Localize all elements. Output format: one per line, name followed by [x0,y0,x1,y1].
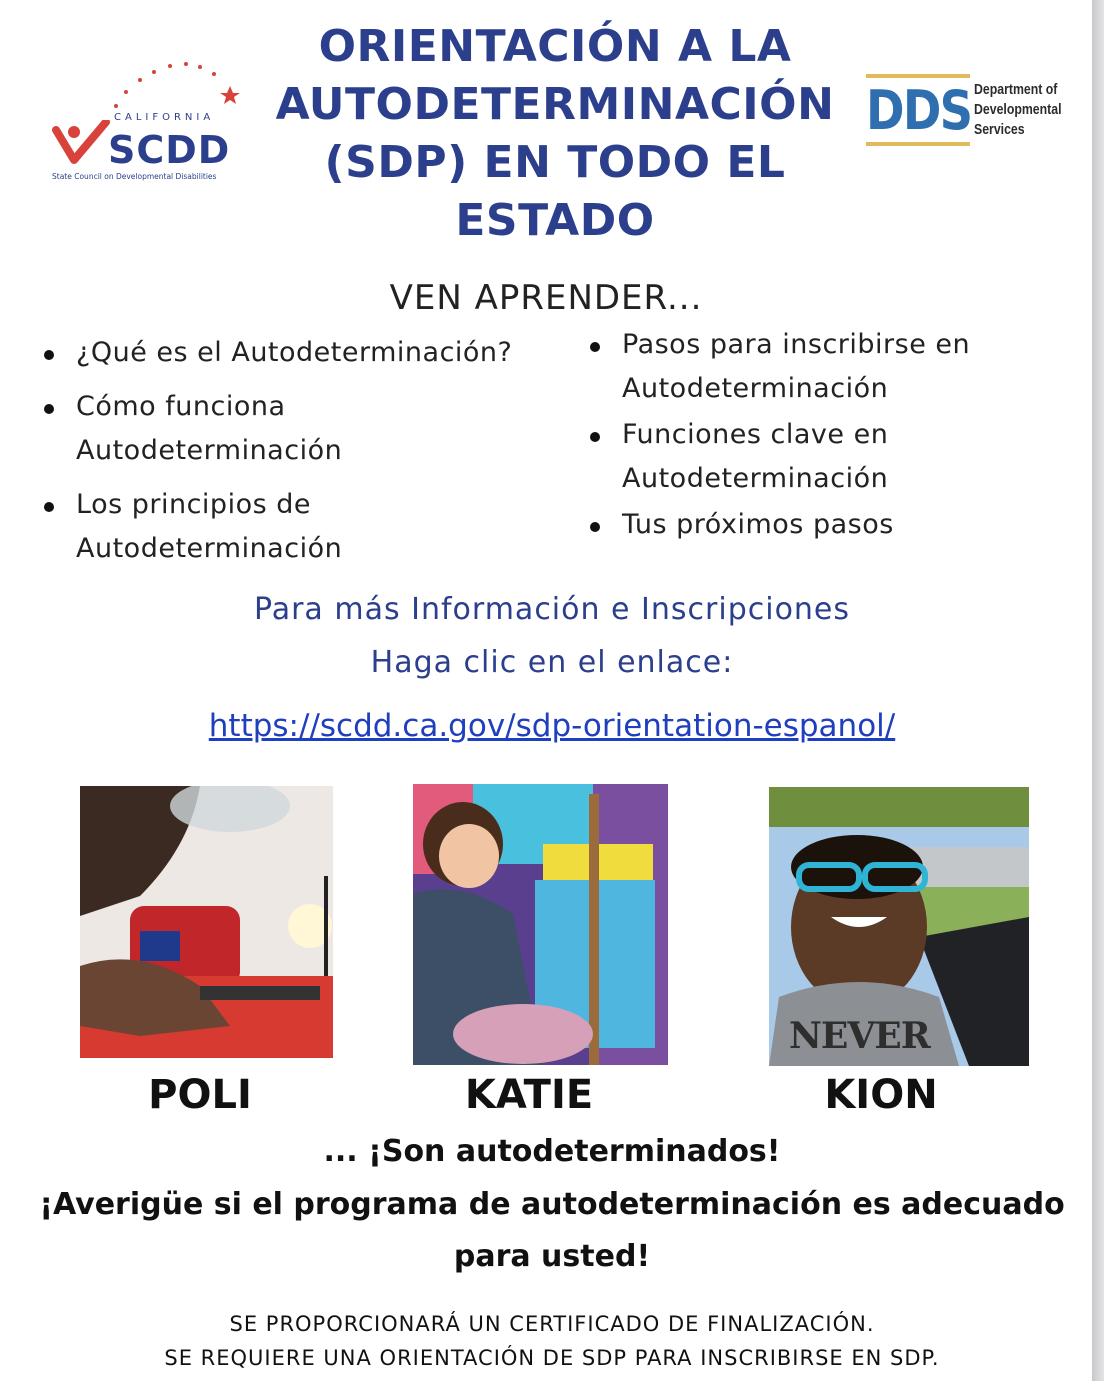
dds-line: Developmental [974,101,1062,118]
scdd-acronym: SCDD [108,128,231,172]
tagline-line-1: ... ¡Son autodeterminados! [323,1134,781,1169]
title-line: (SDP) EN TODO EL [324,137,786,188]
page-edge [1092,0,1104,1381]
dds-line: Department of [974,81,1058,98]
list-item [590,413,1060,501]
learn-list-right [590,323,1060,557]
list-item [44,385,584,473]
info-line-1: Para más Información e Inscripciones [253,592,851,627]
learn-list-left [44,331,584,581]
list-item [44,331,584,375]
dds-top-bar [866,74,970,78]
person-check-icon [52,120,112,180]
list-item-text: Autodeterminación [622,373,889,404]
dds-line: Services [974,121,1025,138]
learn-heading: VEN APRENDER... [389,278,703,318]
list-item-text: Los principios de [76,489,311,520]
person-name-kion: KION [824,1072,938,1118]
registration-link[interactable]: https://scdd.ca.gov/sdp-orientation-espanol/ [208,708,896,744]
photo-katie [413,784,668,1065]
page-title [270,18,840,250]
shirt-text: NEVER [789,1015,930,1057]
list-item [590,323,1060,411]
person-name-poli: POLI [148,1072,252,1118]
list-item-text: Autodeterminación [76,435,343,466]
dds-full-name [974,80,1064,140]
list-item-text: Pasos para inscribirse en [622,329,971,360]
scdd-logo [48,58,248,188]
tagline-line-2: ¡Averigüe si el programa de autodeterminación es adecuado [39,1187,1065,1222]
dds-acronym: DDS [866,79,972,142]
tagline-line-3: para usted! [453,1239,651,1274]
list-item-text: Autodeterminación [76,533,343,564]
dds-logo [864,74,1084,150]
list-item-text: ¿Qué es el Autodeterminación? [76,337,513,368]
dds-bottom-bar [866,142,970,146]
title-line: AUTODETERMINACIÓN [275,79,835,130]
list-item [590,503,1060,547]
list-item [44,483,584,571]
photo-kion [769,787,1029,1066]
list-item-text: Cómo funciona [76,391,286,422]
info-line-2: Haga clic en el enlace: [370,645,734,680]
photo-poli [80,786,333,1058]
title-line: ORIENTACIÓN A LA [318,21,792,72]
title-line: ESTADO [455,195,655,246]
list-item-text: Funciones clave en [622,419,889,450]
footer-line-2: SE REQUIERE UNA ORIENTACIÓN DE SDP PARA INSCRIBIRSE EN SDP. [164,1346,940,1370]
person-name-katie: KATIE [464,1072,594,1118]
scdd-state-label: CALIFORNIA [114,112,215,123]
footer-line-1: SE PROPORCIONARÁ UN CERTIFICADO DE FINALIZACIÓN. [229,1312,875,1336]
scdd-full-name: State Council on Developmental Disabilities [52,172,217,181]
list-item-text: Tus próximos pasos [622,509,894,540]
list-item-text: Autodeterminación [622,463,889,494]
